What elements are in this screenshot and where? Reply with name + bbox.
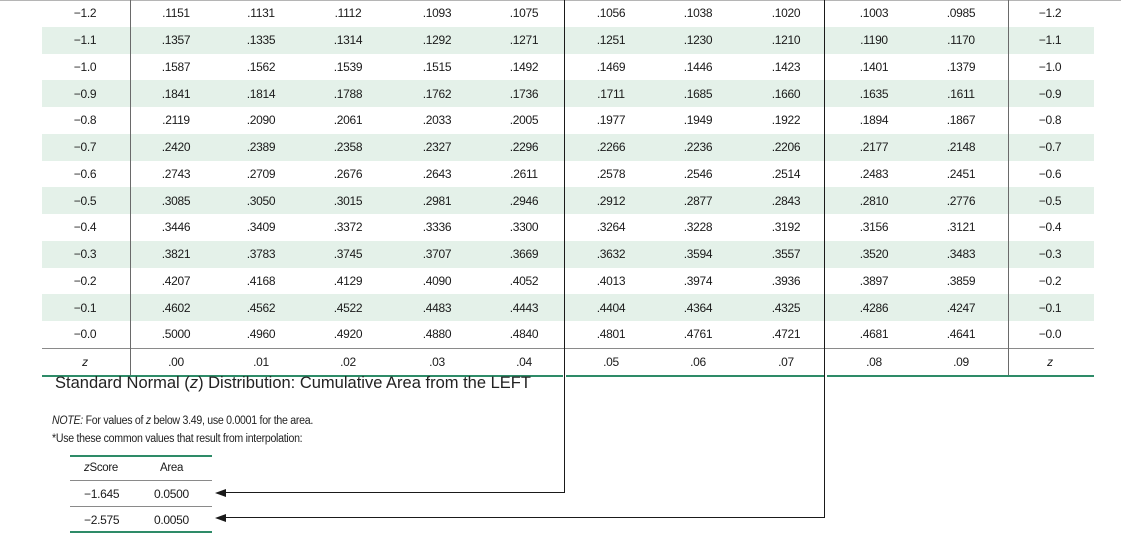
area-cell: .3520 (859, 247, 889, 262)
area-cell: .1736 (509, 86, 539, 101)
area-cell: .1038 (683, 6, 713, 21)
table-row (42, 161, 1094, 188)
area-cell: .4483 (422, 300, 452, 315)
column-header: .09 (953, 354, 969, 369)
area-cell: .1949 (683, 113, 713, 128)
area-cell: .1170 (947, 33, 975, 48)
area-cell: .4325 (771, 300, 801, 315)
area-cell: .1660 (771, 86, 801, 101)
area-cell: .3632 (596, 247, 626, 262)
area-cell: .2981 (422, 193, 452, 208)
area-cell: .4052 (509, 273, 539, 288)
column-header: .07 (778, 354, 794, 369)
area-cell: .1271 (509, 33, 539, 48)
area-cell: .2776 (946, 193, 976, 208)
area-cell: .4286 (859, 300, 889, 315)
table-row (42, 214, 1094, 241)
area-cell: .4247 (946, 300, 976, 315)
z-value-right: −0.5 (1038, 193, 1062, 208)
area-cell: .2611 (510, 166, 538, 181)
area-cell: .1093 (422, 6, 452, 21)
area-cell: .2912 (596, 193, 626, 208)
interp-row-2-z: −2.575 (84, 513, 120, 527)
area-cell: .3745 (333, 247, 363, 262)
area-cell: .2177 (859, 140, 889, 155)
area-cell: .4129 (333, 273, 363, 288)
interp-header-zscore: z Score (84, 462, 118, 474)
area-cell: .2643 (422, 166, 452, 181)
z-value-left: −1.1 (73, 33, 97, 48)
z-value-right: −0.6 (1038, 166, 1062, 181)
z-value-left: −0.1 (73, 300, 97, 315)
area-cell: .3050 (246, 193, 276, 208)
area-cell: .4443 (509, 300, 539, 315)
area-cell: .3409 (246, 220, 276, 235)
table-row (42, 241, 1094, 268)
area-cell: .2709 (246, 166, 276, 181)
z-value-left: −0.2 (73, 273, 97, 288)
area-cell: .2090 (246, 113, 276, 128)
area-cell: .2451 (946, 166, 976, 181)
table-row (42, 107, 1094, 134)
area-cell: .1841 (161, 86, 191, 101)
table-row (42, 54, 1094, 81)
z-value-left: −0.8 (73, 113, 97, 128)
area-cell: .2877 (683, 193, 713, 208)
arrowhead-2-icon (215, 514, 226, 522)
area-cell: .1401 (859, 59, 889, 74)
z-table (42, 0, 1094, 368)
note-line-1: NOTE: For values of z below 3.49, use 0.0001 for the area. (52, 415, 314, 427)
area-cell: .3594 (683, 247, 713, 262)
area-cell: .2514 (771, 166, 801, 181)
area-cell: .1685 (683, 86, 713, 101)
area-cell: .0985 (946, 6, 976, 21)
interp-row-1-area: 0.0500 (154, 487, 189, 501)
area-cell: .2810 (859, 193, 889, 208)
area-cell: .3085 (161, 193, 191, 208)
connector-vertical-2 (824, 0, 825, 518)
area-cell: .3707 (422, 247, 452, 262)
area-cell: .2236 (683, 140, 713, 155)
column-divider (1008, 0, 1009, 375)
area-cell: .2420 (161, 140, 191, 155)
z-value-right: −1.1 (1038, 33, 1062, 48)
z-value-right: −0.0 (1038, 327, 1062, 342)
area-cell: .2946 (509, 193, 539, 208)
area-cell: .3264 (596, 220, 626, 235)
area-cell: .2483 (859, 166, 889, 181)
note-line-2: *Use these common values that result from interpolation: (52, 433, 303, 445)
area-cell: .3783 (246, 247, 276, 262)
area-cell: .1423 (771, 59, 801, 74)
z-value-left: −0.0 (73, 327, 97, 342)
area-cell: .1469 (596, 59, 626, 74)
area-cell: .1379 (946, 59, 976, 74)
area-cell: .3372 (333, 220, 363, 235)
interp-row-1-z: −1.645 (84, 487, 120, 501)
area-cell: .4641 (946, 327, 976, 342)
z-value-left: −0.6 (73, 166, 97, 181)
area-cell: .3974 (683, 273, 713, 288)
area-cell: .1539 (333, 59, 363, 74)
area-cell: .3228 (683, 220, 713, 235)
area-cell: .4090 (422, 273, 452, 288)
area-cell: .2389 (246, 140, 276, 155)
area-cell: .2266 (596, 140, 626, 155)
area-cell: .2119 (162, 113, 190, 128)
column-header: .00 (168, 354, 184, 369)
area-cell: .1131 (247, 6, 275, 21)
z-value-right: −0.8 (1038, 113, 1062, 128)
arrowhead-1-icon (215, 489, 226, 497)
area-cell: .1788 (333, 86, 363, 101)
area-cell: .1230 (683, 33, 713, 48)
area-cell: .1867 (946, 113, 976, 128)
z-value-left: −0.3 (73, 247, 97, 262)
z-value-left: −0.9 (73, 86, 97, 101)
area-cell: .4761 (683, 327, 713, 342)
table-row (42, 187, 1094, 214)
area-cell: .1314 (333, 33, 363, 48)
area-cell: .1562 (246, 59, 276, 74)
interp-header-area: Area (160, 462, 184, 474)
area-cell: .3483 (946, 247, 976, 262)
table-bottom-rule (827, 375, 1094, 377)
column-header: .08 (866, 354, 882, 369)
area-cell: .4404 (596, 300, 626, 315)
area-cell: .2327 (422, 140, 452, 155)
area-cell: .1112 (334, 6, 362, 21)
area-cell: .4602 (161, 300, 191, 315)
z-value-right: −1.0 (1038, 59, 1062, 74)
area-cell: .2033 (422, 113, 452, 128)
area-cell: .1251 (596, 33, 626, 48)
area-cell: .1635 (859, 86, 889, 101)
area-cell: .1151 (162, 6, 190, 21)
area-cell: .3557 (771, 247, 801, 262)
area-cell: .1762 (422, 86, 452, 101)
area-cell: .4168 (246, 273, 276, 288)
area-cell: .4840 (509, 327, 539, 342)
area-cell: .4207 (161, 273, 191, 288)
column-header: .05 (603, 354, 619, 369)
connector-vertical-1 (564, 0, 565, 493)
area-cell: .1515 (422, 59, 452, 74)
area-cell: .3859 (946, 273, 976, 288)
area-cell: .4013 (596, 273, 626, 288)
connector-horizontal-1 (226, 492, 565, 493)
area-cell: .4721 (771, 327, 801, 342)
column-header: .01 (253, 354, 269, 369)
area-cell: .3336 (422, 220, 452, 235)
area-cell: .2206 (771, 140, 801, 155)
area-cell: .3192 (771, 220, 801, 235)
table-caption: Standard Normal (z) Distribution: Cumulative Area from the LEFT (55, 374, 531, 392)
area-cell: .2743 (161, 166, 191, 181)
area-cell: .4920 (333, 327, 363, 342)
area-cell: .1977 (596, 113, 626, 128)
area-cell: .3936 (771, 273, 801, 288)
z-value-left: −0.5 (73, 193, 97, 208)
area-cell: .2546 (683, 166, 713, 181)
column-header: .04 (516, 354, 532, 369)
table-bottom-rule (566, 375, 824, 377)
table-row (42, 27, 1094, 54)
area-cell: .5000 (161, 327, 191, 342)
table-row (42, 321, 1094, 348)
area-cell: .3446 (161, 220, 191, 235)
table-row (42, 134, 1094, 161)
area-cell: .3821 (161, 247, 191, 262)
area-cell: .1611 (947, 86, 975, 101)
area-cell: .3015 (333, 193, 363, 208)
z-value-right: −0.4 (1038, 220, 1062, 235)
area-cell: .1446 (683, 59, 713, 74)
area-cell: .2358 (333, 140, 363, 155)
area-cell: .2296 (509, 140, 539, 155)
area-cell: .4681 (859, 327, 889, 342)
area-cell: .4960 (246, 327, 276, 342)
area-cell: .2676 (333, 166, 363, 181)
area-cell: .1075 (509, 6, 539, 21)
z-value-right: −0.1 (1038, 300, 1062, 315)
column-divider (130, 0, 131, 375)
z-value-left: −1.2 (73, 6, 97, 21)
area-cell: .1292 (422, 33, 452, 48)
area-cell: .2005 (509, 113, 539, 128)
area-cell: .2061 (333, 113, 363, 128)
area-cell: .2843 (771, 193, 801, 208)
area-cell: .3156 (859, 220, 889, 235)
z-value-right: −0.9 (1038, 86, 1062, 101)
header-z-right: z (1047, 354, 1053, 369)
area-cell: .3669 (509, 247, 539, 262)
table-row (42, 268, 1094, 295)
z-value-right: −1.2 (1038, 6, 1062, 21)
area-cell: .1922 (771, 113, 801, 128)
column-header: .03 (429, 354, 445, 369)
area-cell: .1190 (860, 33, 888, 48)
area-cell: .1587 (161, 59, 191, 74)
area-cell: .3897 (859, 273, 889, 288)
area-cell: .4364 (683, 300, 713, 315)
header-z-left: z (82, 354, 88, 369)
area-cell: .1335 (246, 33, 276, 48)
area-cell: .4801 (596, 327, 626, 342)
note-label: NOTE: (52, 415, 83, 427)
column-header-row (42, 348, 1094, 375)
area-cell: .1056 (596, 6, 626, 21)
area-cell: .4880 (422, 327, 452, 342)
area-cell: .4522 (333, 300, 363, 315)
column-header: .06 (690, 354, 706, 369)
area-cell: .2148 (946, 140, 976, 155)
area-cell: .1814 (246, 86, 276, 101)
area-cell: .1003 (859, 6, 889, 21)
column-header: .02 (340, 354, 356, 369)
z-value-left: −0.4 (73, 220, 97, 235)
interp-row-2-area: 0.0050 (154, 513, 189, 527)
table-row (42, 80, 1094, 107)
area-cell: .1894 (859, 113, 889, 128)
z-value-right: −0.2 (1038, 273, 1062, 288)
table-row (42, 0, 1094, 27)
area-cell: .1210 (771, 33, 801, 48)
area-cell: .1492 (509, 59, 539, 74)
z-value-left: −1.0 (73, 59, 97, 74)
z-value-right: −0.7 (1038, 140, 1062, 155)
connector-horizontal-2 (226, 517, 825, 518)
area-cell: .2578 (596, 166, 626, 181)
area-cell: .1711 (597, 86, 625, 101)
area-cell: .3121 (946, 220, 976, 235)
area-cell: .3300 (509, 220, 539, 235)
z-value-right: −0.3 (1038, 247, 1062, 262)
z-value-left: −0.7 (73, 140, 97, 155)
table-row (42, 294, 1094, 321)
area-cell: .1357 (161, 33, 191, 48)
area-cell: .4562 (246, 300, 276, 315)
area-cell: .1020 (771, 6, 801, 21)
